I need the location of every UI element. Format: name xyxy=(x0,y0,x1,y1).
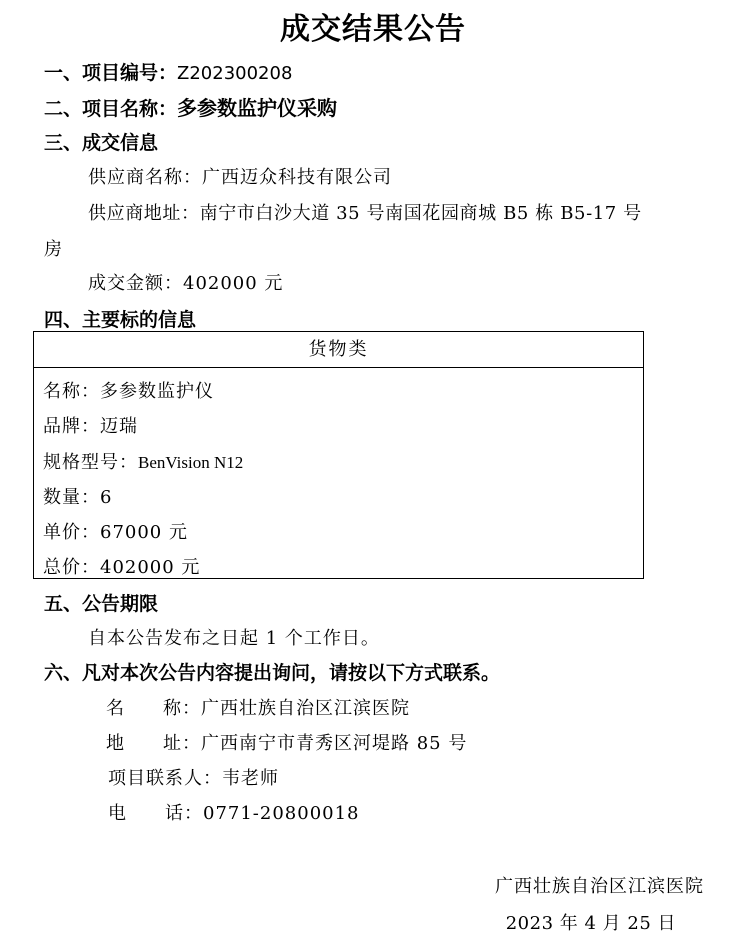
item-brand: 品牌：迈瑞 xyxy=(43,416,138,437)
contact-phone-label: 电 话： xyxy=(108,803,203,824)
item-model-value: BenVision N12 xyxy=(138,453,244,472)
project-name-value: 多参数监护仪采购 xyxy=(177,96,338,120)
project-number-value: Z202300208 xyxy=(177,63,293,84)
notice-period-text: 自本公告发布之日起 1 个工作日。 xyxy=(88,628,380,649)
contact-address xyxy=(106,729,467,755)
section-project-number xyxy=(44,58,292,85)
supplier-name: 供应商名称：广西迈众科技有限公司 xyxy=(88,167,392,188)
section-contact: 六、凡对本次公告内容提出询问，请按以下方式联系。 xyxy=(44,662,501,684)
contact-org-value: 广西壮族自治区江滨医院 xyxy=(201,698,410,719)
section-project-name xyxy=(44,92,337,121)
supplier-address-continued: 房 xyxy=(44,239,63,260)
contact-phone-value: 0771-20800018 xyxy=(203,803,360,824)
contact-person xyxy=(108,764,279,790)
deal-amount: 成交金额：402000 元 xyxy=(88,273,284,294)
item-model-label: 规格型号： xyxy=(43,452,138,473)
item-quantity: 数量：6 xyxy=(43,487,113,508)
items-table xyxy=(33,331,644,579)
items-table-header: 货物类 xyxy=(34,332,643,368)
page-title: 成交结果公告 xyxy=(280,12,466,47)
item-name: 名称：多参数监护仪 xyxy=(43,381,214,402)
item-total-price: 总价：402000 元 xyxy=(43,557,201,578)
contact-person-label: 项目联系人： xyxy=(108,768,222,789)
section-deal-info: 三、成交信息 xyxy=(44,132,159,154)
section-notice-period: 五、公告期限 xyxy=(44,593,159,615)
project-name-label: 二、项目名称： xyxy=(44,98,178,120)
signature-date: 2023 年 4 月 25 日 xyxy=(505,913,676,934)
project-number-label: 一、项目编号： xyxy=(44,62,178,84)
contact-phone xyxy=(108,799,360,825)
section-main-items: 四、主要标的信息 xyxy=(44,309,197,331)
item-unit-price: 单价：67000 元 xyxy=(43,522,188,543)
item-model xyxy=(43,448,243,474)
contact-address-value: 广西南宁市青秀区河堤路 85 号 xyxy=(201,733,468,754)
supplier-address: 供应商地址：南宁市白沙大道 35 号南国花园商城 B5 栋 B5-17 号 xyxy=(88,203,642,224)
contact-address-label: 地 址： xyxy=(106,733,201,754)
contact-person-value: 韦老师 xyxy=(222,768,279,789)
contact-org xyxy=(106,694,410,720)
signature-org: 广西壮族自治区江滨医院 xyxy=(495,876,704,897)
contact-org-label: 名 称： xyxy=(106,698,201,719)
